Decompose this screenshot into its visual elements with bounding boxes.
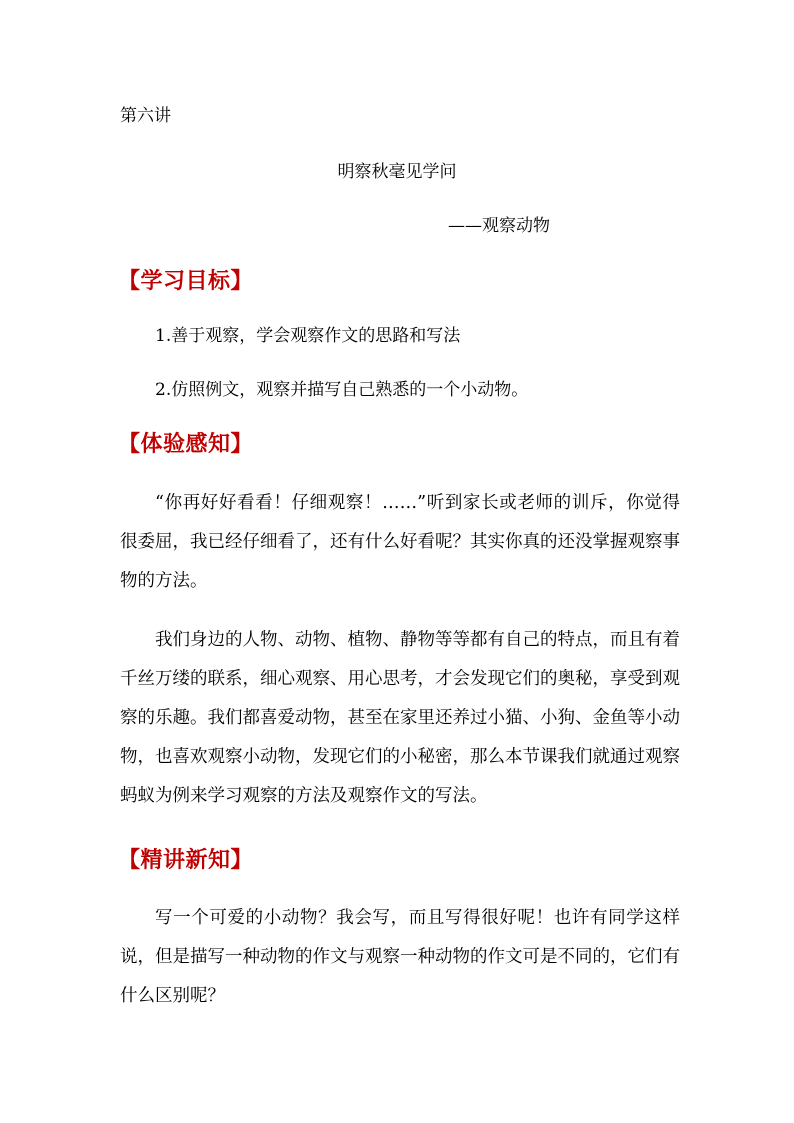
lecture-new-paragraph: 写一个可爱的小动物？我会写，而且写得很好呢！也许有同学这样说，但是描写一种动物的作文与观察一种动物的作文可是不同的，它们有什么区别呢？ bbox=[120, 908, 680, 1006]
section-heading-experience: 【体验感知】 bbox=[118, 432, 254, 457]
goal-item: 2.仿照例文，观察并描写自己熟悉的一个小动物。 bbox=[155, 380, 529, 400]
lecture-number: 第六讲 bbox=[120, 106, 171, 126]
page-title: 明察秋毫见学问 bbox=[337, 162, 457, 182]
section-heading-goals: 【学习目标】 bbox=[118, 269, 254, 294]
page-subtitle: ——观察动物 bbox=[448, 216, 550, 236]
experience-paragraph: 我们身边的人物、动物、植物、静物等等都有自己的特点，而且有着千丝万缕的联系，细心观察、用心思考，才会发现它们的奥秘，享受到观察的乐趣。我们都喜爱动物，甚至在家里还养过小猫、小狗、金鱼等小动物，也喜欢观察小动物，发现它们的小秘密，那么本节课我们就通过观察蚂蚁为例来学习观察的方法及观察作文的写法。 bbox=[120, 630, 680, 806]
goal-item: 1.善于观察，学会观察作文的思路和写法 bbox=[155, 326, 461, 346]
experience-paragraph: “你再好好看看！仔细观察！……”听到家长或老师的训斥，你觉得很委屈，我已经仔细看了，还有什么好看呢？其实你真的还没掌握观察事物的方法。 bbox=[120, 493, 680, 591]
section-heading-lecture-new: 【精讲新知】 bbox=[118, 848, 254, 873]
